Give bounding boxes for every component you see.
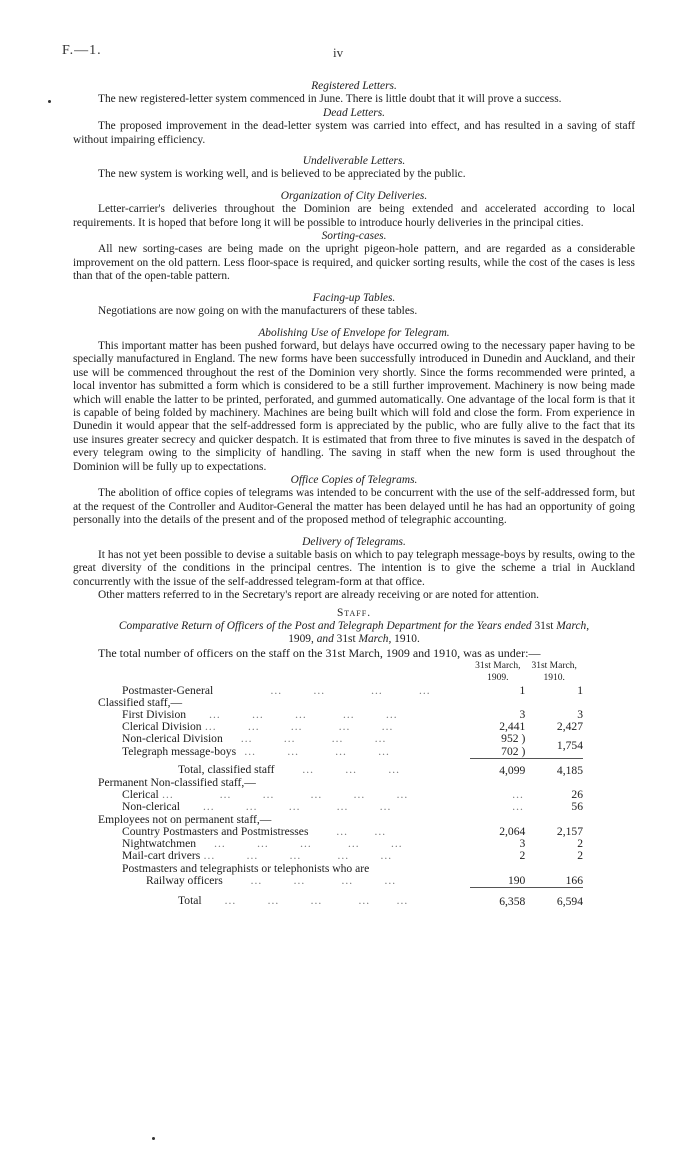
section-heading: Undeliverable Letters. bbox=[302, 155, 406, 168]
section-envelope-telegram bbox=[73, 327, 635, 474]
section-paragraph: The new system is working well, and is believed to be appreciated by the public. bbox=[98, 168, 466, 181]
table-row: Country Postmasters and Postmistresses … … 2,064 2,157 bbox=[122, 824, 583, 838]
section-paragraph: This important matter has been pushed forward, but delays have occurred owing to the necessary paper having to be specially manufactured in England. The new forms have been successfully introduced in Dunedin and Auckland, and their use will be commenced throughout the rest of the Dominion very shortly. Since the forms recommended were printed, a local inventor has submitted a form which is considered to be a still further improvement. Machinery is now being made which will enable the latter to be printed, perforated, and gummed automatically. One advantage of the local form is that it is capable of being folded by machinery. Machines are being built which will fold and close the form. From experience in Dunedin it would appear that the self-addressed form is appreciated by the public, who are fully alive to the fact that its use insures greater secrecy and quicker despatch. It is estimated that from three to five minutes is saved in the despatch of every telegram owing to the simplicity of handling. The saving in staff when the new form is used throughout the Dominion will be fully up to expectations. bbox=[73, 339, 635, 473]
section-paragraph: Letter-carrier's deliveries throughout the Dominion are being extended and accelerated according to local requirements. It is hoped that before long it will be possible to introduce hourly deliveries in the principal cities. bbox=[73, 203, 635, 229]
section-heading: Organization of City Deliveries. bbox=[280, 189, 428, 202]
table-row: Classified staff,— bbox=[98, 696, 183, 709]
column-header-1910: 31st March, 1910. bbox=[531, 661, 577, 684]
section-heading: Office Copies of Telegrams. bbox=[290, 473, 418, 486]
section-sorting-cases bbox=[73, 230, 635, 284]
section-facing-up-tables bbox=[73, 292, 635, 319]
section-city-deliveries bbox=[73, 190, 635, 230]
section-heading: Delivery of Telegrams. bbox=[302, 535, 406, 548]
table-row: Postmaster-General … … … … 1 1 bbox=[122, 683, 583, 697]
table-row: Employees not on permanent staff,— bbox=[98, 813, 272, 826]
section-heading: Sorting-cases. bbox=[321, 230, 387, 243]
section-paragraph: All new sorting-cases are being made on the upright pigeon-hole pattern, and are regarded as a considerable improvement on the old pattern. Less floor-space is required, and quicker sorting results, while the cost of the cases is less than that of the open-table pattern. bbox=[73, 243, 635, 283]
staff-table bbox=[98, 660, 583, 908]
staff-heading: Staff. bbox=[336, 606, 372, 619]
table-row: Telegraph message-boys … … … … 702 ) bbox=[122, 744, 526, 758]
table-row: Clerical … … … … … … … 26 bbox=[122, 788, 583, 802]
section-registered-letters bbox=[73, 80, 635, 107]
section-heading: Dead Letters. bbox=[322, 106, 385, 119]
table-row: Clerical Division … … … … … 2,441 2,427 bbox=[122, 720, 583, 734]
table-row: Total, classified staff … … … 4,099 4,185 bbox=[98, 758, 583, 777]
table-header-row bbox=[98, 660, 583, 684]
page-body bbox=[73, 80, 635, 908]
table-row: Non-clerical … … … … … … 56 bbox=[122, 800, 583, 814]
staff-intro: The total number of officers on the staff on the 31st March, 1909 and 1910, was as under:— bbox=[98, 645, 541, 660]
scan-mark bbox=[48, 100, 51, 103]
table-row: Postmasters and telegraphists or telephonists who are bbox=[122, 862, 370, 875]
table-row: Mail-cart drivers … … … … … 2 2 bbox=[122, 849, 583, 863]
section-paragraph: It has not yet been possible to devise a suitable basis on which to pay telegraph message-boys by results, owing to the great diversity of the conditions in the principal centres. The intention is to give the scheme a trial in Auckland concurrently with the issue of the self-addressed telegram-form at that office. bbox=[73, 549, 635, 588]
section-heading: Abolishing Use of Envelope for Telegram. bbox=[258, 326, 450, 339]
section-delivery-telegrams bbox=[73, 536, 635, 603]
comparative-return-title: Comparative Return of Officers of the Post and Telegraph Department for the Years ended 31st March, 1909, and 31st March, 1910. bbox=[118, 620, 590, 646]
table-row: Permanent Non-classified staff,— bbox=[98, 777, 256, 790]
section-paragraph: Negotiations are now going on with the manufacturers of these tables. bbox=[98, 305, 418, 318]
table-row: Total … … … … … 6,358 6,594 bbox=[98, 887, 583, 908]
section-heading: Registered Letters. bbox=[311, 80, 397, 92]
table-row: Non-clerical Division … … … … 952 ) 1,754 bbox=[122, 732, 583, 752]
column-header-1909: 31st March, 1909. bbox=[475, 661, 521, 684]
section-paragraph: The new registered-letter system commenced in June. There is little doubt that it will prove a success. bbox=[98, 93, 562, 106]
section-office-copies bbox=[73, 474, 635, 528]
table-row: First Division … … … … … 3 3 bbox=[122, 708, 583, 722]
closing-paragraph: Other matters referred to in the Secretary's report are already receiving or are noted for attention. bbox=[98, 589, 540, 602]
scan-mark bbox=[152, 1137, 155, 1140]
section-undeliverable-letters bbox=[73, 155, 635, 182]
section-paragraph: The proposed improvement in the dead-letter system was carried into effect, and has resulted in a saving of staff without impairing efficiency. bbox=[73, 120, 635, 146]
document-reference: F.—1. bbox=[62, 43, 102, 58]
section-paragraph: The abolition of office copies of telegrams was intended to be concurrent with the use of the self-addressed form, but at the request of the Controller and Auditor-General the matter has been delayed until he has had an opportunity of going personally into the details of the present and of the proposed method of telegraphic accounting. bbox=[73, 487, 635, 527]
table-row: Railway officers … … … … 190 166 bbox=[146, 873, 583, 887]
table-row: Nightwatchmen … … … … … 3 2 bbox=[122, 837, 583, 851]
page-number: iv bbox=[333, 45, 344, 60]
section-heading: Facing-up Tables. bbox=[312, 291, 396, 304]
section-dead-letters bbox=[73, 107, 635, 147]
